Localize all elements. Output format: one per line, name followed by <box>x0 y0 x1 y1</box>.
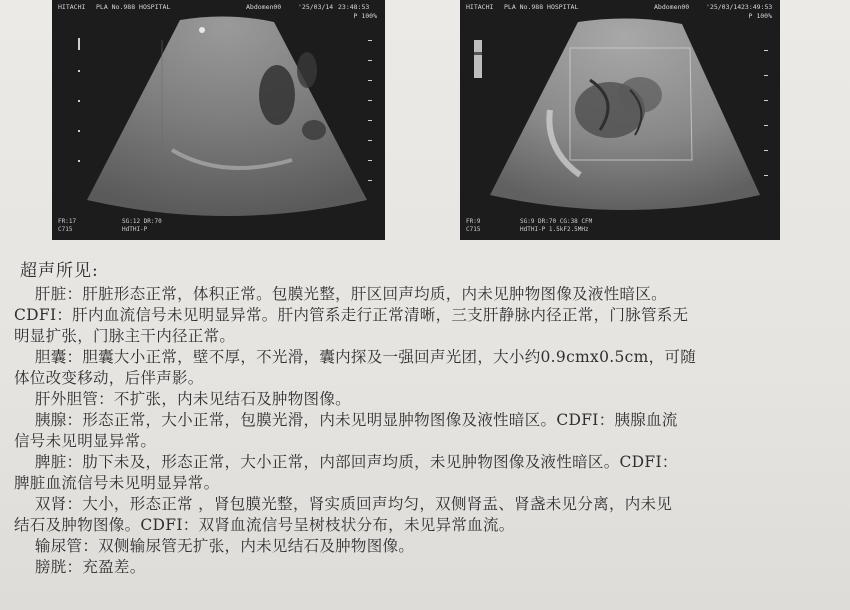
footer-fr: FR:9 <box>466 218 481 225</box>
finding-bladder: 膀胱：充盈差。 <box>14 558 146 576</box>
footer-mode: HdTHI-P 1.5kF2.5MHz <box>520 226 589 233</box>
finding-ureters: 输尿管：双侧输尿管无扩张，内未见结石及肿物图像。 <box>14 537 415 555</box>
hospital-label: PLA No.988 HOSPITAL <box>96 3 171 11</box>
finding-pancreas: 胰腺：形态正常，大小正常，包膜光滑，内未见明显肿物图像及液性暗区。CDFI：胰腺血流 信号未见明显异常。 <box>14 411 678 450</box>
footer-left <box>58 218 76 234</box>
brand-label: HITACHI <box>466 3 494 11</box>
mode-label: Abdomen00 <box>246 3 282 11</box>
findings-heading: 超声所见: <box>20 261 99 281</box>
finding-gallbladder: 胆囊：胆囊大小正常，壁不厚，不光滑，囊内探及一强回声光团，大小约0.9cmx0.5cm，可随 体位改变移动，后伴声影。 <box>14 348 697 387</box>
ultrasound-image-liver <box>52 0 385 240</box>
ultrasound-image-cfm <box>460 0 780 240</box>
power-label: P 100% <box>748 12 772 20</box>
cfm-scan-graphic <box>460 0 780 240</box>
footer-gain: SG:12 DR:70 <box>122 218 162 225</box>
footer-mid <box>520 218 592 234</box>
liver-scan-graphic <box>52 0 385 240</box>
mode-label: Abdomen00 <box>654 3 690 11</box>
finding-kidneys: 双肾：大小，形态正常 ，肾包膜光整，肾实质回声均匀，双侧肾盂、肾盏未见分离，内未见 结石及肿物图像。CDFI：双肾血流信号呈树枝状分布，未见异常血流。 <box>14 495 673 534</box>
time-label: 23:49:53 <box>741 3 773 11</box>
image-header <box>466 3 774 15</box>
ultrasound-findings <box>0 246 850 610</box>
date-label: '25/03/14 <box>706 3 742 11</box>
footer-probe: C715 <box>466 226 481 233</box>
image-header <box>58 3 379 15</box>
footer-left <box>466 218 480 234</box>
finding-liver: 肝脏：肝脏形态正常，体积正常。包膜光整，肝区回声均质，内未见肿物图像及液性暗区。 CDFI：肝内血流信号未见明显异常。肝内管系走行正常清晰，三支肝静脉内径正常，门脉管系无 明显扩张，门脉主干内径正常。 <box>14 285 689 345</box>
footer-gain: SG:9 DR:70 CG:38 CFM <box>520 218 593 225</box>
brand-label: HITACHI <box>58 3 86 11</box>
finding-extrahepatic-bile-duct: 肝外胆管：不扩张，内未见结石及肿物图像。 <box>14 390 351 408</box>
footer-mode: HdTHI-P <box>122 226 148 233</box>
finding-spleen: 脾脏：肋下未及，形态正常，大小正常，内部回声均质，未见肿物图像及液性暗区。CDFI： 脾脏血流信号未见明显异常。 <box>14 453 678 492</box>
hospital-label: PLA No.988 HOSPITAL <box>504 3 579 11</box>
date-label: '25/03/14 <box>298 3 334 11</box>
power-label: P 100% <box>353 12 377 20</box>
footer-probe: C715 <box>58 226 73 233</box>
time-label: 23:48:53 <box>338 3 370 11</box>
footer-fr: FR:17 <box>58 218 77 225</box>
footer-mid <box>122 218 162 234</box>
